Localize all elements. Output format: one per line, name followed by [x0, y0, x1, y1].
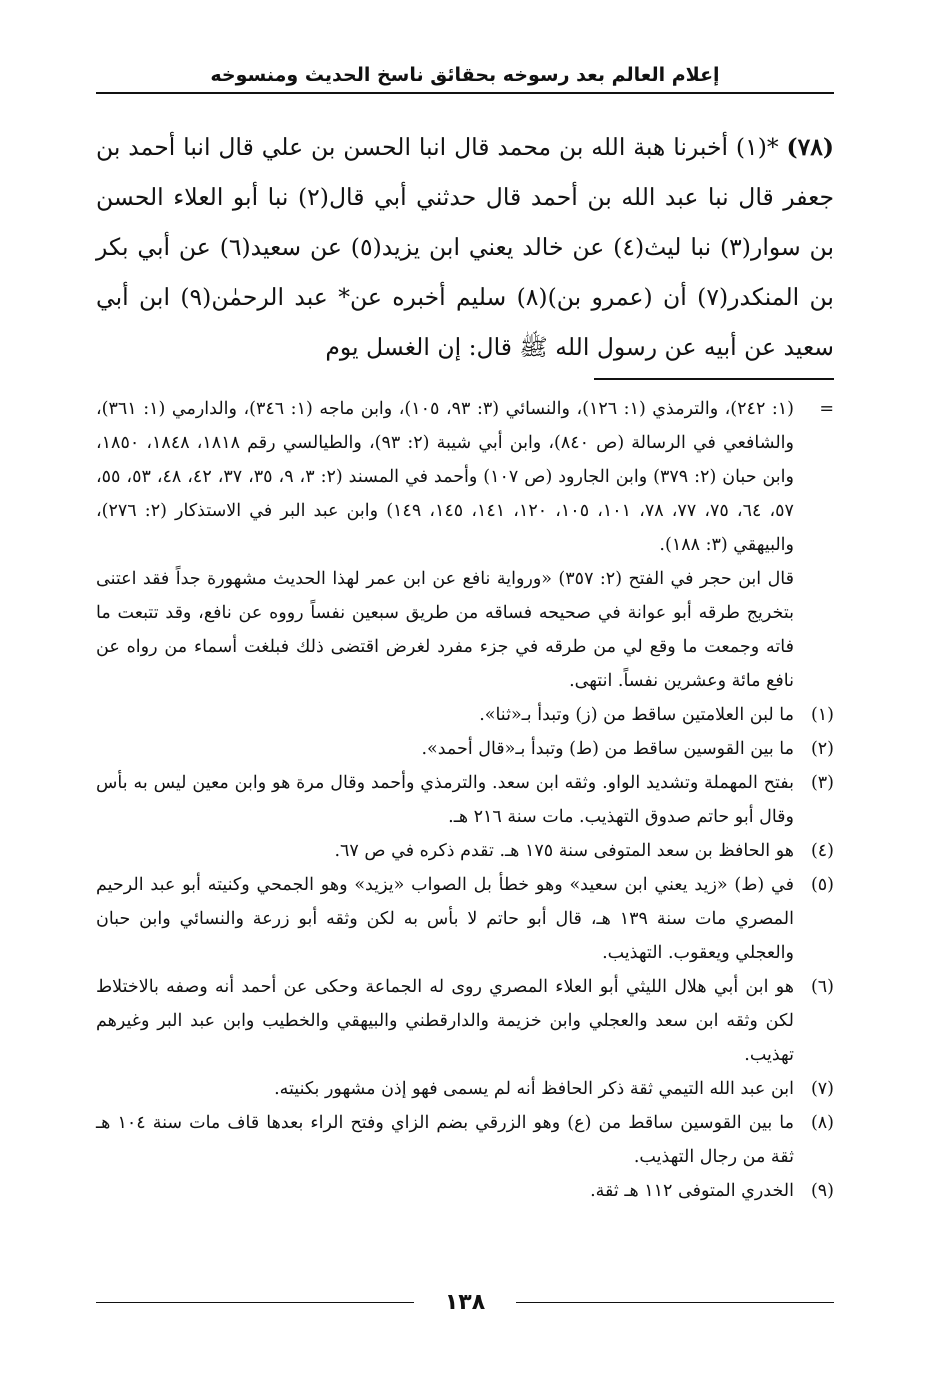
footnote-text: الخدري المتوفى ١١٢ هـ ثقة.: [590, 1181, 794, 1201]
footnote-mark: (٢): [810, 739, 834, 759]
footnote-mark: (٤): [810, 841, 834, 861]
footnote: [96, 698, 834, 732]
footnote-text: في (ط) «زيد يعني ابن سعيد» وهو خطأ بل الصواب «يزيد» وهو الجمحي وكنيته أبو عبد الرحيم المصري مات سنة ١٣٩ هـ، قال أبو حاتم لا بأس به لكن وثقه أبو زرعة والنسائي وابن حبان والعجلي ويعقوب. التهذيب.: [96, 875, 794, 963]
footnote: [96, 766, 834, 834]
footnote-separator: [594, 378, 834, 380]
footnote-text: هو الحافظ بن سعد المتوفى سنة ١٧٥ هـ. تقدم ذكره في ص ٦٧.: [334, 841, 794, 861]
footnote: [96, 834, 834, 868]
footnote-mark: (٧): [810, 1079, 834, 1099]
footnote-mark: (٣): [810, 773, 834, 793]
footnote-text: بفتح المهملة وتشديد الواو. وثقه ابن سعد. والترمذي وأحمد وقال مرة هو وابن معين ليس به بأس وقال أبو حاتم صدوق التهذيب. مات سنة ٢١٦ هـ.: [96, 773, 794, 827]
page-number: ١٣٨: [444, 1290, 486, 1315]
book-page: [96, 0, 834, 1385]
footnote: [96, 1106, 834, 1174]
footnote-mark: (٥): [810, 875, 834, 895]
footnote-text: هو ابن أبي هلال الليثي أبو العلاء المصري روى له الجماعة وحكى عن أحمد أنه وصفه بالاختلاط لكن وثقه ابن سعد والعجلي وابن خزيمة والدارقطني والبيهقي والخطيب وابن عبد البر وغيرهم تهذيب.: [96, 977, 794, 1065]
footnote-mark: (٨): [810, 1113, 834, 1133]
footnote: [96, 868, 834, 970]
footnote-text: (١: ٢٤٢)، والترمذي (١: ١٢٦)، والنسائي (٣: ٩٣، ١٠٥)، وابن ماجه (١: ٣٤٦)، والدارمي (١: ٣٦١)، والشافعي في الرسالة (ص ٨٤٠)، وابن أبي شيبة (٢: ٩٣)، والطيالسي رقم ١٨١٨، ١٨٤٨، ١٨٥٠، وابن حبان (٢: ٣٧٩) وابن الجارود (ص ١٠٧) وأحمد في المسند (٢: ٣، ٩، ٣٥، ٣٧، ٤٢، ٤٨، ٥٣، ٥٥، ٥٧، ٦٤، ٧٥، ٧٧، ٧٨، ١٠١، ١٠٥، ١٢٠، ١٤١، ١٤٥، ١٤٩) وابن عبد البر في الاستذكار (٢: ٢٧٦)، والبيهقي (٣: ١٨٨).: [96, 399, 794, 555]
footnotes: [96, 392, 834, 1208]
footer-rule: [516, 1302, 834, 1303]
page-footer: [96, 1288, 834, 1318]
footnote-text: ما بين القوسين ساقط من (ط) وتبدأ بـ«قال أحمد».: [421, 739, 794, 759]
hadith-text: *(١) أخبرنا هبة الله بن محمد قال انبا الحسن بن علي قال انبا أحمد بن جعفر قال نبا عبد الله بن أحمد قال حدثني أبي قال(٢) نبا أبو العلاء الحسن بن سوار(٣) نبا ليث(٤) عن خالد يعني ابن يزيد(٥) عن سعيد(٦) عن أبي بكر بن المنكدر(٧) أن (عمرو بن)(٨) سليم أخبره عن* عبد الرحمٰن(٩) ابن أبي سعيد عن أبيه عن رسول الله ﷺ قال: إن الغسل يوم: [96, 133, 834, 361]
footnote-mark: (٦): [810, 977, 834, 997]
footnote: [96, 970, 834, 1072]
header-rule: [96, 92, 834, 94]
footnote-paragraph: قال ابن حجر في الفتح (٢: ٣٥٧) «ورواية نافع عن ابن عمر لهذا الحديث مشهورة جداً فقد اعتنى بتخريج طرقه أبو عوانة في صحيحه فساقه من طريق سبعين نفساً رووه عن نافع، وقد تتبعت ما فاته وجمعت ما وقع لي من طرقه في جزء مفرد لغرض اقتضى ذلك فبلغت أسماء من رواه عن نافع مائة وعشرين نفساً. انتهى.: [96, 569, 794, 691]
footer-rule: [96, 1302, 414, 1303]
footnote: [96, 732, 834, 766]
main-text: [96, 122, 834, 372]
footnote-mark: (١): [810, 705, 834, 725]
hadith-number: (٧٨): [786, 133, 834, 161]
footnote-text: ما بين القوسين ساقط من (ع) وهو الزرقي بضم الزاي وفتح الراء بعدها قاف مات سنة ١٠٤ هـ ثقة من رجال التهذيب.: [96, 1113, 794, 1167]
footnote-mark: (٩): [810, 1181, 834, 1201]
footnote-text: ابن عبد الله التيمي ثقة ذكر الحافظ أنه لم يسمى فهو إذن مشهور بكنيته.: [274, 1079, 794, 1099]
running-header: إعلام العالم بعد رسوخه بحقائق ناسخ الحديث ومنسوخه: [210, 64, 720, 86]
footnote-mark: =: [819, 399, 834, 419]
footnote: [96, 1174, 834, 1208]
footnote: [96, 1072, 834, 1106]
footnote-text: ما لبن العلامتين ساقط من (ز) وتبدأ بـ«ثنا».: [479, 705, 794, 725]
footnote-continuation: [96, 392, 834, 562]
